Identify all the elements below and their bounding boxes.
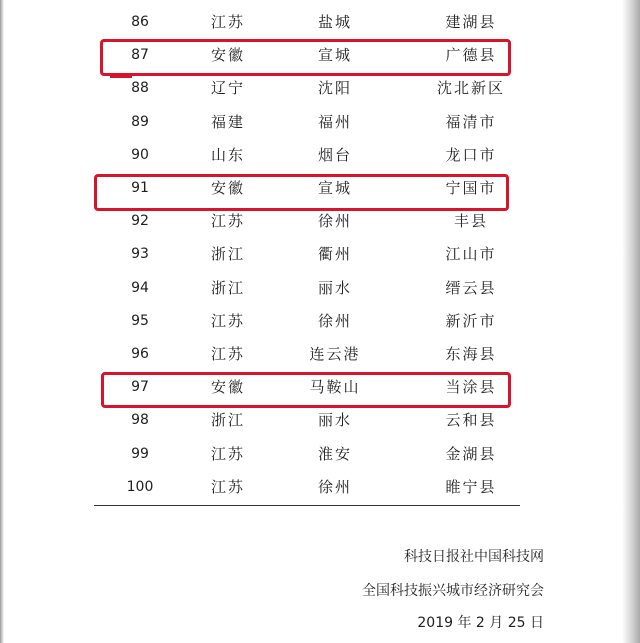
table-row: [0, 438, 640, 471]
rank-cell: 97: [131, 379, 149, 396]
county-cell: 缙云县: [445, 278, 497, 297]
city-cell: 福州: [317, 112, 352, 131]
table-row: [0, 72, 640, 105]
county-cell: 龙口市: [445, 145, 497, 164]
rank-cell: 94: [131, 279, 149, 296]
highlight-box-row-87: [100, 39, 511, 76]
rank-cell: 86: [131, 14, 149, 30]
highlight-box-underline-mark: [110, 75, 132, 78]
rank-cell: 92: [131, 213, 149, 230]
province-cell: 安徽: [210, 46, 245, 65]
province-cell: 浙江: [210, 245, 245, 264]
rank-cell: 99: [131, 445, 149, 462]
table-row: [0, 139, 640, 172]
county-cell: 福清市: [445, 112, 497, 131]
rank-cell: 100: [126, 478, 154, 495]
rank-cell: 95: [131, 312, 149, 329]
city-cell: 宣城: [317, 46, 352, 65]
province-cell: 江苏: [210, 212, 245, 231]
county-cell: 东海县: [445, 345, 497, 363]
city-cell: 沈阳: [317, 79, 352, 98]
province-cell: 安徽: [210, 378, 245, 397]
city-cell: 盐城: [317, 13, 352, 31]
province-cell: 江苏: [210, 444, 245, 463]
city-cell: 徐州: [317, 311, 352, 330]
table-row: [0, 338, 640, 371]
city-cell: 丽水: [317, 411, 352, 430]
highlight-box-row-97: [101, 372, 511, 408]
table-row: [0, 106, 640, 139]
table-row: [0, 272, 640, 305]
county-cell: 睢宁县: [445, 477, 497, 496]
county-cell: 新沂市: [445, 311, 497, 330]
province-cell: 江苏: [210, 13, 245, 31]
table-row: [0, 305, 640, 338]
rank-cell: 87: [131, 47, 149, 64]
footer-institute: 全国科技振兴城市经济研究会: [362, 583, 544, 599]
county-cell: 宁国市: [445, 179, 497, 197]
city-cell: 马鞍山: [309, 378, 361, 397]
footer-publisher: 科技日报社中国科技网: [404, 549, 544, 565]
province-cell: 山东: [210, 145, 245, 164]
province-cell: 浙江: [210, 411, 245, 430]
table-row: [0, 6, 640, 39]
county-cell: 云和县: [445, 411, 497, 430]
county-cell: 建湖县: [445, 13, 497, 31]
province-cell: 安徽: [210, 179, 245, 197]
rank-cell: 88: [131, 80, 149, 97]
province-cell: 江苏: [210, 311, 245, 330]
rank-cell: 90: [131, 146, 149, 163]
province-cell: 江苏: [210, 345, 245, 363]
county-cell: 广德县: [445, 46, 497, 65]
county-cell: 金湖县: [445, 444, 497, 463]
province-cell: 福建: [210, 112, 245, 131]
rank-cell: 93: [131, 246, 149, 263]
table-row: [0, 238, 640, 271]
footer-date: 2019 年 2 月 25 日: [417, 615, 544, 631]
city-cell: 丽水: [317, 278, 352, 297]
table-row: [0, 404, 640, 437]
city-cell: 淮安: [317, 444, 352, 463]
county-cell: 当涂县: [445, 378, 497, 397]
rank-cell: 96: [131, 346, 149, 362]
rank-cell: 98: [131, 412, 149, 429]
rank-cell: 91: [131, 180, 149, 196]
province-cell: 辽宁: [210, 79, 245, 98]
table-bottom-rule: [94, 505, 520, 506]
city-cell: 连云港: [309, 345, 361, 363]
province-cell: 浙江: [210, 278, 245, 297]
province-cell: 江苏: [210, 477, 245, 496]
city-cell: 宣城: [317, 179, 352, 197]
rank-cell: 89: [131, 113, 149, 130]
county-cell: 丰县: [453, 212, 488, 231]
county-cell: 沈北新区: [436, 79, 505, 98]
city-cell: 徐州: [317, 212, 352, 231]
highlight-box-row-91: [94, 174, 509, 211]
table-row: [0, 471, 640, 504]
city-cell: 徐州: [317, 477, 352, 496]
city-cell: 烟台: [317, 145, 352, 164]
city-cell: 衢州: [317, 245, 352, 264]
county-cell: 江山市: [445, 245, 497, 264]
